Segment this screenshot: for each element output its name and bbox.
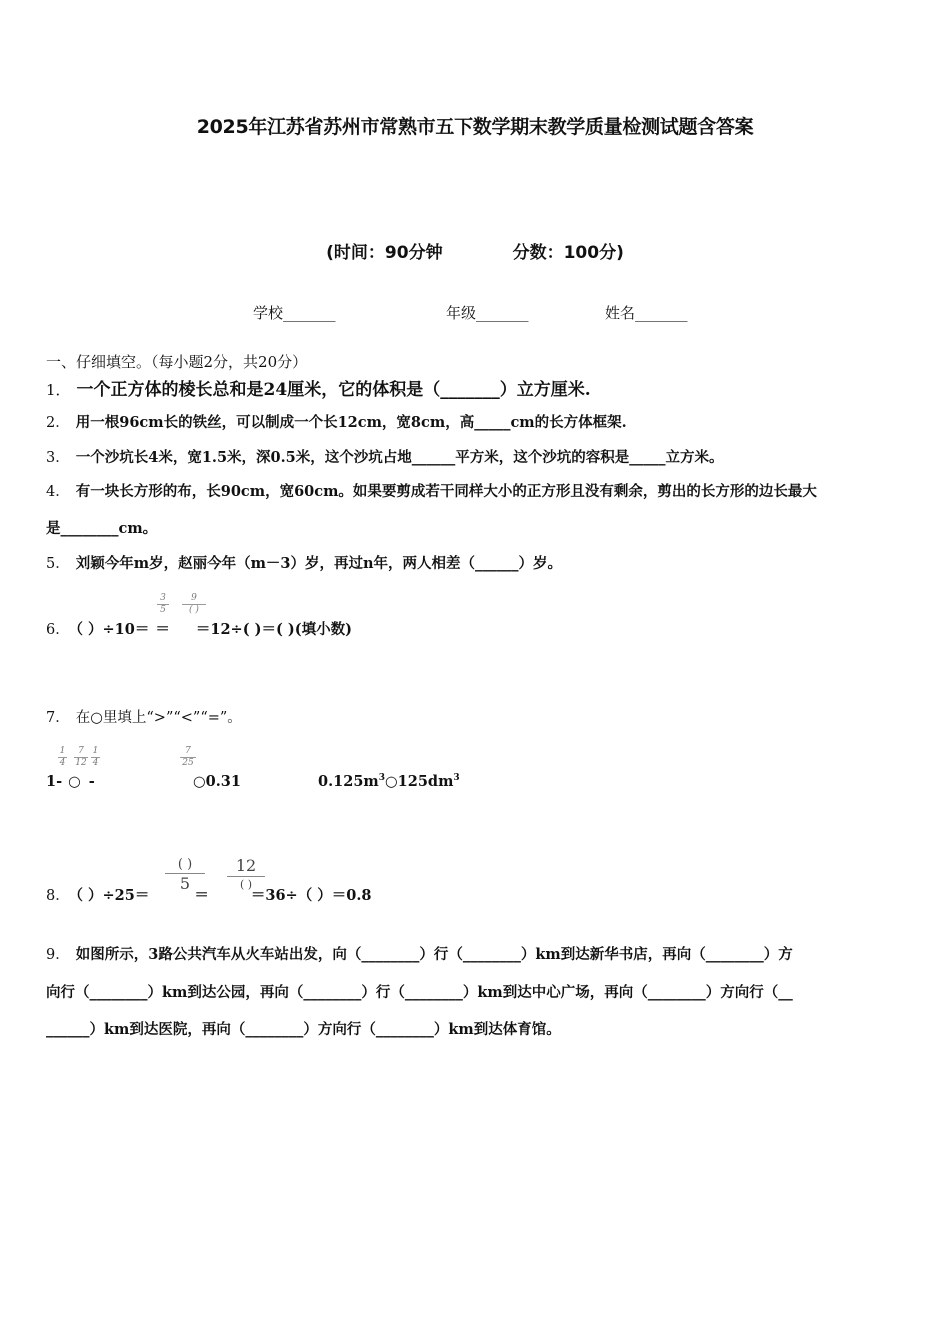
compare-circle[interactable]: ○ [68,773,81,790]
question-9-line2: 向行（________）km到达公园，再向（________）行（________）km到达中心广场，再向（________）方向行（__ [46,984,793,1001]
question-9: 9． 如图所示，3路公共汽车从火车站出发，向（________）行（________）km到达新华书店，再向（________）方 [46,946,793,963]
question-3-text: 一个沙坑长4米，宽1.5米，深0.5米，这个沙坑占地______平方米，这个沙坑的容积是_____立方米。 [75,449,724,466]
compare-expression-2: ○0.31 [193,773,241,790]
grade-field[interactable]: 年级_______ [446,304,529,322]
question-1: 1． 一个正方体的棱长总和是24厘米，它的体积是（_______）立方厘米. [46,380,591,400]
question-4-line1: 有一块长方形的布，长90cm，宽60cm。如果要剪成若干同样大小的正方形且没有剩余，剪出的长方形的边长最大 [75,483,817,500]
time-limit: (时间：90分钟 [326,243,443,263]
question-8: 8． （ ）÷25＝ ＝ ＝36÷（ ）＝0.8 [46,887,372,904]
question-6-part2: ＝ [155,621,170,638]
question-5-text: 刘颖今年m岁，赵丽今年（m－3）岁，再过n年，两人相差（______）岁。 [75,555,563,572]
question-1-text: 一个正方体的棱长总和是24厘米，它的体积是（_______）立方厘米. [76,380,591,400]
question-8-part1: （ ）÷25＝ [75,887,150,904]
question-7-text: 在○里填上“>”“<”“=”。 [75,710,242,726]
total-score: 分数：100分) [512,243,624,263]
question-5: 5． 刘颖今年m岁，赵丽今年（m－3）岁，再过n年，两人相差（______）岁。 [46,555,563,572]
question-8-part2: ＝ [194,887,209,904]
fraction-12-blank: 12 ( ) [227,858,265,890]
fraction-blank-5: ( ) 5 [165,858,205,892]
fraction-7-12: 7 12 [75,746,87,768]
exam-meta [0,238,950,263]
compare-expression-1: 1- ○ - [46,773,95,790]
question-4: 4． 有一块长方形的布，长90cm，宽60cm。如果要剪成若干同样大小的正方形且没有剩余，剪出的长方形的边长最大 [46,483,817,500]
page-title: 2025年江苏省苏州市常熟市五下数学期末教学质量检测试题含答案 [196,116,754,138]
fraction-9-blank: 9 ( ) [182,594,206,615]
question-4-line2: 是________cm。 [46,520,158,537]
question-9-line3: ______）km到达医院，再向（________）方向行（________）km到达体育馆。 [46,1021,561,1038]
question-8-part3: ＝36÷（ ）＝0.8 [250,887,372,904]
compare-expression-3: $0.125m^3○125dm^3$ [318,773,460,790]
fraction-3-5: 3 5 [157,594,169,615]
question-6-part3: ＝12÷( )＝( )(填小数) [195,621,352,638]
fraction-1-4: 1 4 [59,746,66,768]
question-9-line1: 如图所示，3路公共汽车从火车站出发，向（________）行（________）km到达新华书店，再向（________）方 [75,946,793,963]
fraction-1-4-b: 1 4 [92,746,99,768]
school-field[interactable]: 学校_______ [253,304,336,322]
question-2-text: 用一根96cm长的铁丝，可以制成一个长12cm，宽8cm，高_____cm的长方体框架. [75,414,627,431]
section-heading: 一、仔细填空。（每小题2分，共20分） [46,353,308,371]
fraction-7-25: 7 25 [180,747,196,768]
question-6-part1: （ ）÷10＝ [75,621,150,638]
question-2: 2． 用一根96cm长的铁丝，可以制成一个长12cm，宽8cm，高_____cm的长方体框架. [46,414,627,431]
question-6: 6． （ ）÷10＝ ＝ ＝12÷( )＝( )(填小数) [46,621,352,638]
question-7: 7． 在○里填上“>”“<”“=”。 [46,710,242,726]
question-3: 3． 一个沙坑长4米，宽1.5米，深0.5米，这个沙坑占地______平方米，这个沙坑的容积是_____立方米。 [46,449,724,466]
name-field[interactable]: 姓名_______ [605,304,688,322]
